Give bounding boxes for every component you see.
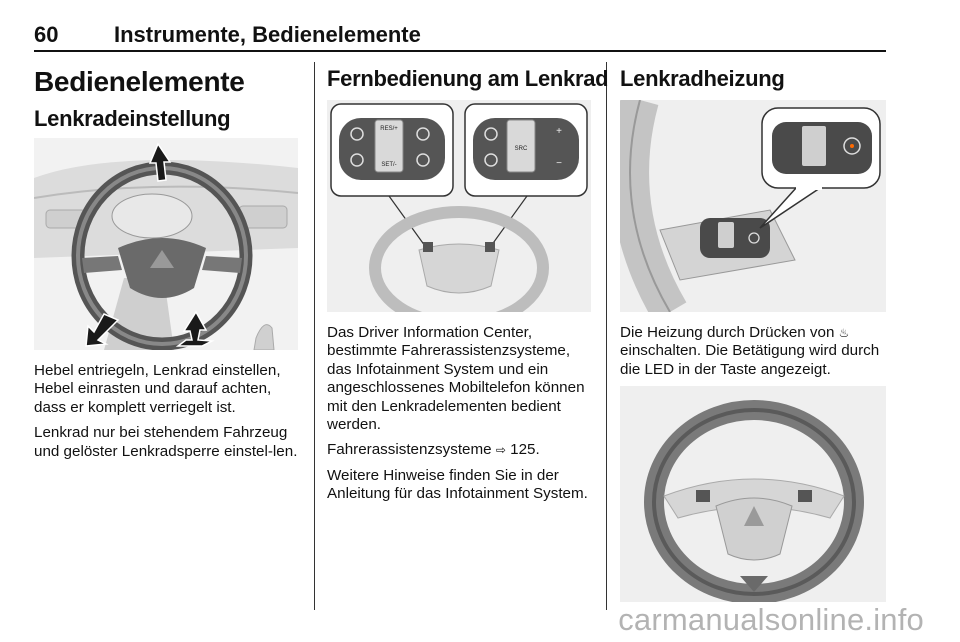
col3-text	[620, 324, 890, 386]
assist-page[interactable]: 125.	[510, 441, 540, 459]
assist-reference	[327, 441, 597, 459]
steering-adjust-figure	[34, 138, 298, 350]
stationary-note: Lenkrad nur bei stehendem Fahrzeug und gelöster Lenkradsperre einstel-len.	[34, 424, 298, 460]
section-title: Bedienelemente	[34, 66, 245, 97]
col2-text	[327, 324, 597, 511]
watermark-text: carmanualsonline.info	[618, 602, 924, 637]
page-number: 60	[34, 22, 59, 47]
minus-label: −	[556, 158, 562, 169]
src-label: SRC	[514, 146, 528, 152]
plus-label: +	[556, 126, 562, 137]
heated-wheel-figure	[620, 386, 886, 602]
steering-controls-illustration	[327, 100, 591, 312]
res-label: RES/+	[380, 126, 398, 132]
infotainment-note: Weitere Hinweise finden Sie in der Anleitung für das Infotainment System.	[327, 466, 588, 503]
remote-control-title: Fernbedienung am Lenkrad	[327, 66, 609, 91]
heating-instruction	[620, 324, 890, 379]
heating-title: Lenkradheizung	[620, 66, 785, 91]
steering-controls-figure	[327, 100, 591, 312]
assist-text: Fahrerassistenzsysteme	[327, 441, 492, 459]
heating-button-figure	[620, 100, 886, 312]
lever-instruction: Hebel entriegeln, Lenkrad einstellen, Hebel einrasten und darauf achten, dass er komplett verriegelt ist.	[34, 362, 281, 416]
heated-wheel-illustration	[620, 386, 886, 602]
heating-instruction-part2: einschalten. Die Betätigung wird durch die LED in der Taste angezeigt.	[620, 342, 880, 378]
col1-text	[34, 362, 302, 468]
subsection-title: Lenkradeinstellung	[34, 106, 231, 131]
heated-steering-icon: ♨	[838, 326, 850, 340]
set-label: SET/-	[381, 162, 397, 168]
column-divider-1	[314, 62, 315, 610]
page-ref-icon: ⇨	[495, 443, 506, 458]
steering-adjust-illustration	[34, 138, 298, 350]
header-rule	[34, 50, 886, 52]
column-divider-2	[606, 62, 607, 610]
heating-button-illustration	[620, 100, 886, 312]
heating-instruction-part1: Die Heizung durch Drücken von	[620, 324, 835, 341]
chapter-title: Instrumente, Bedienelemente	[114, 22, 421, 47]
controls-description: Das Driver Information Center, bestimmte Fahrerassistenzsysteme, das Infotainment System und ein angeschlossenes Mobiltelefon können mit den Lenkradelementen bedient werden.	[327, 324, 585, 434]
